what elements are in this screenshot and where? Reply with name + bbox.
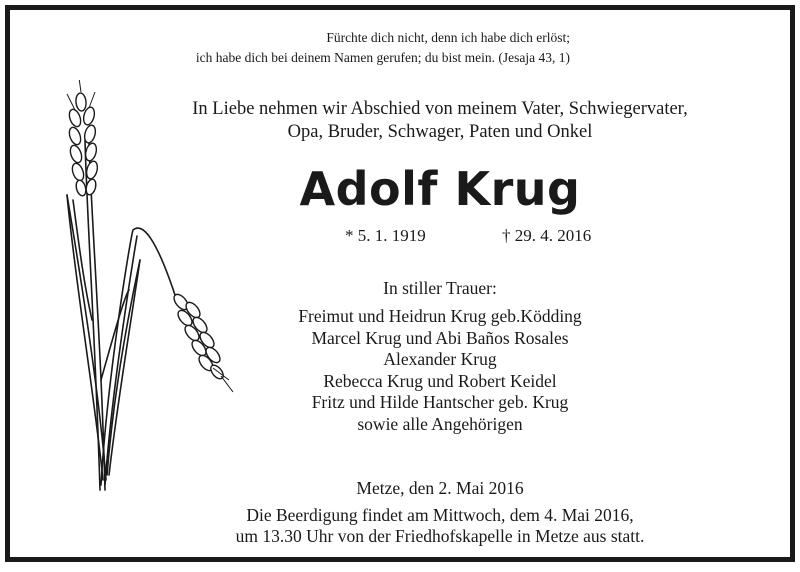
bible-verse bbox=[195, 28, 570, 68]
mourner-line: sowie alle Angehörigen bbox=[357, 413, 523, 434]
mourner-line: Freimut und Heidrun Krug geb.Ködding bbox=[298, 306, 582, 326]
funeral-info bbox=[160, 505, 720, 547]
funeral-line-2: um 13.30 Uhr von der Friedhofskapelle in Metze aus statt. bbox=[235, 526, 645, 546]
birth-date: * 5. 1. 1919 bbox=[345, 226, 426, 245]
place-date: Metze, den 2. Mai 2016 bbox=[356, 478, 524, 498]
mourner-line: Fritz und Hilde Hantscher geb. Krug bbox=[311, 392, 569, 412]
funeral-line-1: Die Beerdigung findet am Mittwoch, dem 4. Mai 2016, bbox=[246, 505, 634, 525]
mourning-label: In stiller Trauer: bbox=[383, 278, 497, 298]
deceased-name: Adolf Krug bbox=[299, 162, 581, 216]
death-date: † 29. 4. 2016 bbox=[502, 226, 592, 245]
mourner-line: Marcel Krug und Abi Baños Rosales bbox=[311, 327, 569, 348]
intro-text bbox=[160, 98, 720, 144]
mourner-line: Alexander Krug bbox=[383, 349, 497, 369]
mourner-line: Rebecca Krug und Robert Keidel bbox=[323, 370, 557, 391]
mourners-list bbox=[160, 306, 720, 435]
verse-line-2: ich habe dich bei deinem Namen gerufen; du bist mein. (Jesaja 43, 1) bbox=[195, 50, 570, 65]
obituary-card bbox=[5, 5, 795, 562]
verse-line-1: Fürchte dich nicht, denn ich habe dich erlöst; bbox=[326, 30, 570, 45]
intro-line-2: Opa, Bruder, Schwager, Paten und Onkel bbox=[287, 122, 593, 142]
intro-line-1: In Liebe nehmen wir Abschied von meinem Vater, Schwiegervater, bbox=[192, 99, 688, 119]
